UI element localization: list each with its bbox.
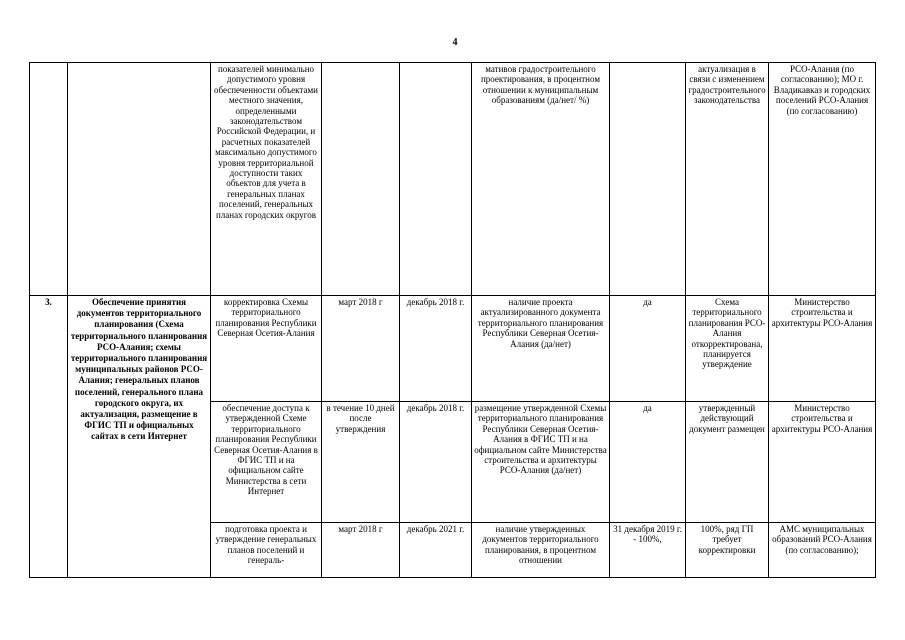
result-cell — [686, 296, 769, 402]
target-cell: 31 декабря 2019 г. - 100%, — [610, 523, 686, 578]
task-title-cell — [68, 63, 211, 296]
target-cell — [610, 63, 686, 296]
start-date-cell: март 2018 г — [322, 296, 400, 402]
measure-text: подготовка проекта и утверждение генеральных планов поселений и генераль- — [215, 524, 317, 566]
result-text: Схема территориального планирования РСО-Алания откорректирована, планируется утверждение — [688, 297, 766, 370]
result-cell — [686, 523, 769, 578]
indicator-cell — [472, 523, 610, 578]
plan-table — [29, 62, 876, 578]
executor-cell: Министерство строительства и архитектуры РСО-Алания — [769, 296, 876, 402]
start-date-cell — [322, 63, 400, 296]
indicator-cell: наличие проекта актуализированного документа территориального планирования Республики Северная Осетия-Алания (да/нет) — [472, 296, 610, 402]
executor-cell: Министерство строительства и архитектуры РСО-Алания — [769, 402, 876, 523]
page-number: 4 — [452, 37, 458, 48]
task-title-cell: Обеспечение принятия документов территориального планирования (Схема территориального планирования РСО-Алания; схемы территориального планирования муниципальных районов РСО-Алания; генеральных планов поселений, генерального плана городского округа, их актуализация, размещение в ФГИС ТП и официальных сайтах в сети Интернет — [68, 296, 211, 578]
measure-cell: корректировка Схемы территориального планирования Республики Северная Осетия-Алания — [211, 296, 322, 402]
start-date-cell: в течение 10 дней после утверждения — [322, 402, 400, 523]
row-number-cell — [30, 63, 68, 296]
start-date-cell: март 2018 г — [322, 523, 400, 578]
indicator-text: наличие утвержденных документов территориального планирования, в процентном отношении — [482, 524, 599, 566]
measure-cell: показателей минимально допустимого уровня обеспеченности объектами местного значения, определенными законодательством Российской Федерации, и расчетных показателей максимально допустимого уровня территориальной доступности таких объектов для учета в генеральных планах поселений, генеральных планах городских округов — [211, 63, 322, 296]
executor-cell: РСО-Алания (по согласованию); МО г. Владикавказ и городских поселений РСО-Алания (по согласованию) — [769, 63, 876, 296]
end-date-cell: декабрь 2021 г. — [400, 523, 472, 578]
end-date-cell — [400, 63, 472, 296]
target-cell: да — [610, 296, 686, 402]
executor-text: АМС муниципальных образований РСО-Алания (по согласованию); — [772, 524, 872, 555]
end-date-cell: декабрь 2018 г. — [400, 402, 472, 523]
executor-cell — [769, 523, 876, 578]
target-cell: да — [610, 402, 686, 523]
indicator-cell: мативов градостроительного проектирования, в процентном отношении к муниципальным образованиям (да/нет/ %) — [472, 63, 610, 296]
table-row — [30, 296, 876, 402]
result-text: 100%, ряд ГП требует корректировки — [698, 524, 756, 555]
result-cell: утвержденный действующий документ размещен — [686, 402, 769, 523]
result-cell: актуализация в связи с изменением градостроительного законодательства — [686, 63, 769, 296]
measure-cell: обеспечение доступа к утвержденной Схеме территориального планирования Республики Северная Осетия-Алания в ФГИС ТП и на официальном сайте Министерства в сети Интернет — [211, 402, 322, 523]
indicator-cell: размещение утвержденной Схемы территориального планирования Республики Северная Осетия-Алания в ФГИС ТП и на официальном сайте Министерства строительства и архитектуры РСО-Алания (да/нет) — [472, 402, 610, 523]
row-number-cell: 3. — [30, 296, 68, 578]
table-row — [30, 63, 876, 296]
measure-cell — [211, 523, 322, 578]
end-date-cell: декабрь 2018 г. — [400, 296, 472, 402]
